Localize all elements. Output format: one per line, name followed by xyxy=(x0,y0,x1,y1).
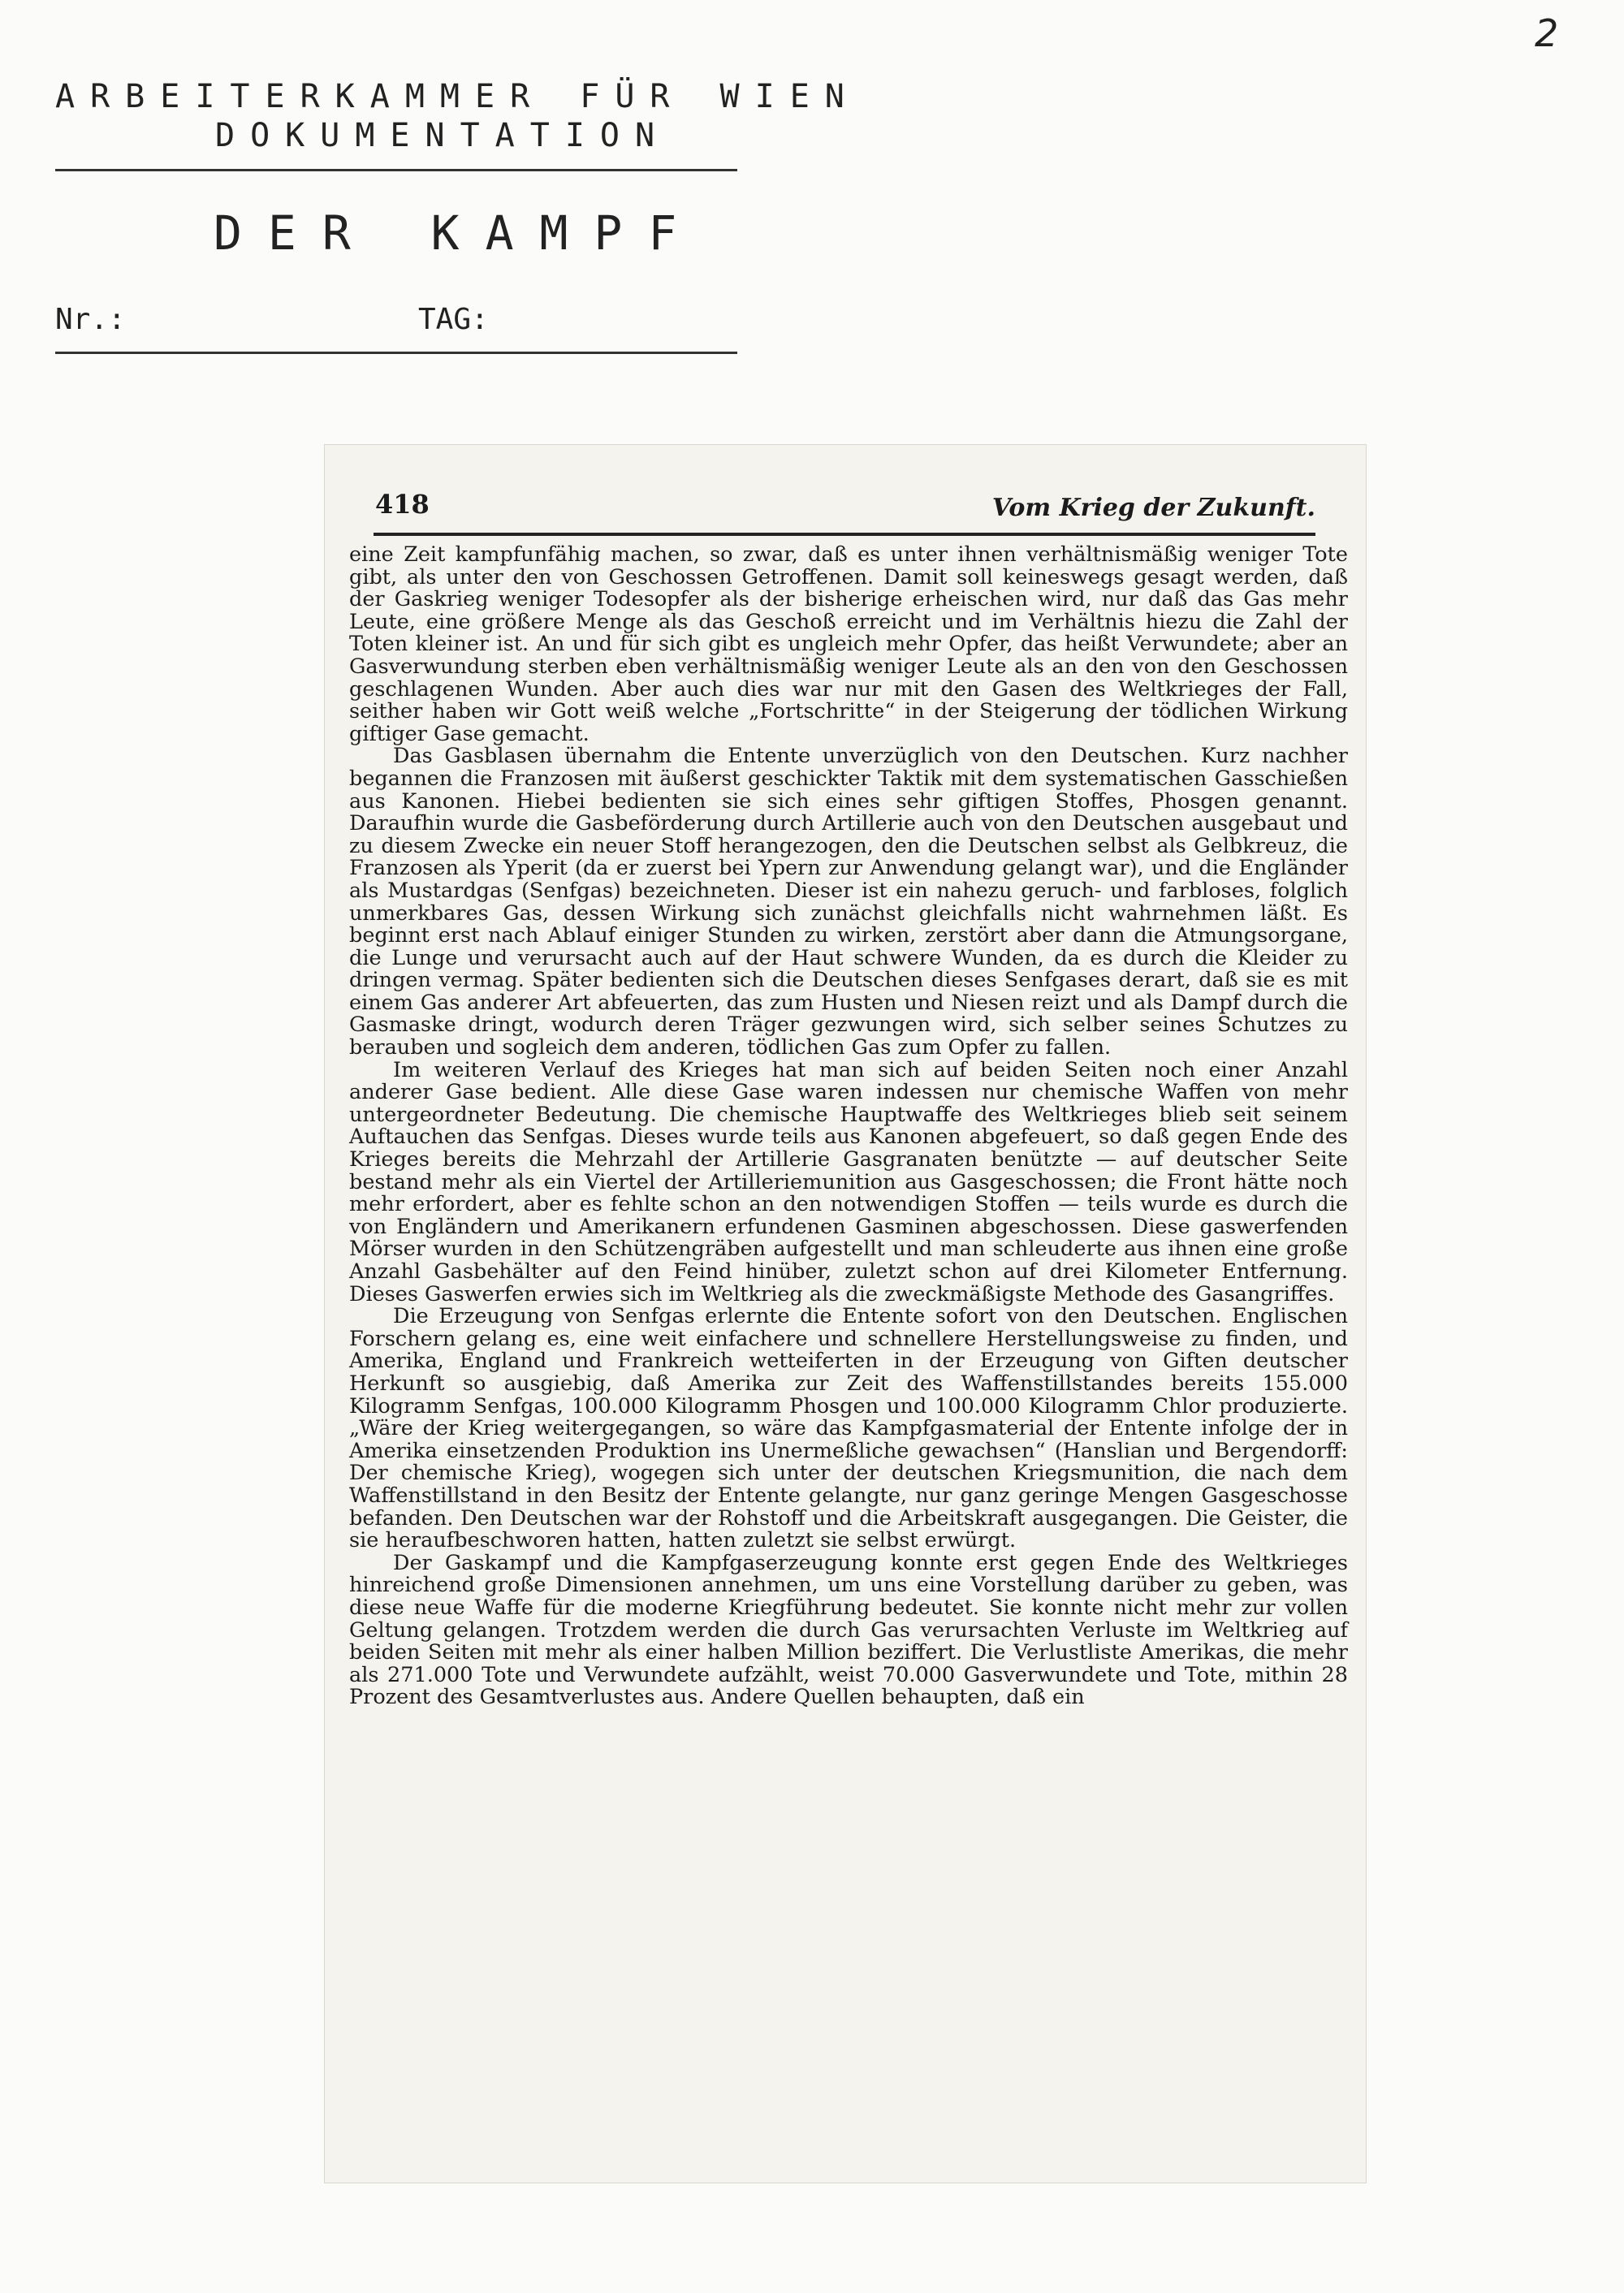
issue-date-label: TAG: xyxy=(418,303,489,336)
meta-divider xyxy=(55,352,737,354)
issue-number-label: Nr.: xyxy=(55,303,126,336)
article-body xyxy=(349,544,1348,1709)
article-paragraph: Der Gaskampf und die Kampfgaserzeugung konnte erst gegen Ende des Weltkrieges hinreichend große Dimensionen annehmen, um uns eine Vorstellung darüber zu geben, was diese neue Waffe für die moderne Kriegführung bedeutet. Sie konnte nicht mehr zur vollen Geltung gelangen. Trotzdem werden die durch Gas verursachten Verluste im Weltkrieg auf beiden Seiten mit mehr als einer halben Million beziffert. Die Verlustliste Amerikas, die mehr als 271.000 Tote und Verwundete aufzählt, weist 70.000 Gasverwundete und Tote, mithin 28 Prozent des Gesamtverlustes aus. Andere Quellen behaupten, daß ein xyxy=(349,1550,1348,1710)
newspaper-clipping xyxy=(325,445,1366,2183)
clipping-header xyxy=(374,481,1315,536)
article-paragraph: Im weiteren Verlauf des Krieges hat man sich auf beiden Seiten noch einer Anzahl anderer Gase bedient. Alle diese Gase waren indessen nur chemische Waffen von mehr untergeordneter Bedeutung. Die chemische Hauptwaffe des Weltkrieges blieb seit seinem Auftauchen das Senfgas. Dieses wurde teils aus Kanonen abgefeuert, so daß gegen Ende des Krieges bereits die Mehrzahl der Artillerie Gasgranaten benützte — auf deutscher Seite bestand mehr als ein Viertel der Artilleriemunition aus Gasgeschossen; die Front hätte noch mehr erfordert, aber es fehlte schon an den notwendigen Stoffen — teils wurde es durch die von Engländern und Amerikanern erfundenen Gasminen abgeschossen. Diese gaswerfenden Mörser wurden in den Schützengräben aufgestellt und man schleuderte aus ihnen eine große Anzahl Gasbehälter auf den Feind hinüber, zuletzt schon auf drei Kilometer Entfernung. Dieses Gaswerfen erwies sich im Weltkrieg als die zweckmäßigste Methode des Gasangriffes. xyxy=(349,1057,1348,1306)
institution-name: ARBEITERKAMMER FÜR WIEN xyxy=(55,78,860,115)
newspaper-title: DER KAMPF xyxy=(214,205,703,261)
clipping-page-number: 418 xyxy=(375,489,430,520)
article-paragraph: Die Erzeugung von Senfgas erlernte die Entente sofort von den Deutschen. Englischen Forschern gelang es, eine weit einfachere und schnellere Herstellungsweise zu finden, und Amerika, England und Frankreich wetteiferten in der Erzeugung von Giften deutscher Herkunft so ausgiebig, daß Amerika zur Zeit des Waffenstillstandes bereits 155.000 Kilogramm Senfgas, 100.000 Kilogramm Phosgen und 100.000 Kilogramm Chlor produzierte. „Wäre der Krieg weitergegangen, so wäre das Kampfgasmaterial der Entente infolge der in Amerika einsetzenden Produktion ins Unermeßliche gewachsen“ (Hanslian und Bergendorff: Der chemische Krieg), wogegen sich unter der deutschen Kriegsmunition, die nach dem Waffenstillstand in den Besitz der Entente gelangte, nur ganz geringe Mengen Gasgeschosse befanden. Den Deutschen war der Rohstoff und die Arbeitskraft ausgegangen. Die Geister, die sie heraufbeschworen hatten, hatten zuletzt sie selbst erwürgt. xyxy=(349,1304,1348,1553)
article-paragraph: Das Gasblasen übernahm die Entente unverzüglich von den Deutschen. Kurz nachher begannen die Franzosen mit äußerst geschickter Taktik mit dem systematischen Gasschießen aus Kanonen. Hiebei bedienten sie sich eines sehr giftigen Stoffes, Phosgen genannt. Daraufhin wurde die Gasbeförderung durch Artillerie auch von den Deutschen ausgebaut und zu diesem Zwecke ein neuer Stoff herangezogen, den die Deutschen selbst als Gelbkreuz, die Franzosen als Yperit (da er zuerst bei Ypern zur Anwendung gelangt war), und die Engländer als Mustardgas (Senfgas) bezeichneten. Dieser ist ein nahezu geruch- und farbloses, folglich unmerkbares Gas, dessen Wirkung sich zunächst gleichfalls nicht wahrnehmen läßt. Es beginnt erst nach Ablauf einiger Stunden zu wirken, zerstört aber dann die Atmungsorgane, die Lunge und verursacht auch auf der Haut schwere Wunden, da es durch die Kleider zu dringen vermag. Später bedienten sich die Deutschen dieses Senfgases derart, daß sie es mit einem Gas anderer Art abfeuerten, das zum Husten und Niesen reizt und als Dampf durch die Gasmaske dringt, wodurch deren Träger gezwungen wird, sich selber seines Schutzes zu berauben und sogleich dem anderen, tödlichen Gas zum Opfer zu fallen. xyxy=(349,744,1348,1060)
header-divider xyxy=(55,169,737,171)
department-name: DOKUMENTATION xyxy=(215,117,671,154)
page-number: 2 xyxy=(1535,11,1559,55)
article-paragraph: eine Zeit kampfunfähig machen, so zwar, daß es unter ihnen verhältnismäßig weniger Tote gibt, als unter den von Geschossen Getroffenen. Damit soll keineswegs gesagt werden, daß der Gaskrieg weniger Todesopfer als der bisherige erheischen wird, nur daß das Gas mehr Leute, eine größere Menge als das Geschoß erreicht und im Verhältnis hiezu die Zahl der Toten kleiner ist. An und für sich gibt es ungleich mehr Opfer, das heißt Verwundete; aber an Gasverwundung sterben eben verhältnismäßig weniger Leute als an den von den Geschossen geschlagenen Wunden. Aber auch dies war nur mit den Gasen des Weltkrieges der Fall, seither haben wir Gott weiß welche „Fortschritte“ in der Steigerung der tödlichen Wirkung giftiger Gase gemacht. xyxy=(349,542,1348,746)
issue-meta xyxy=(55,303,737,340)
running-title: Vom Krieg der Zukunft. xyxy=(991,494,1315,522)
archive-header xyxy=(55,78,860,354)
